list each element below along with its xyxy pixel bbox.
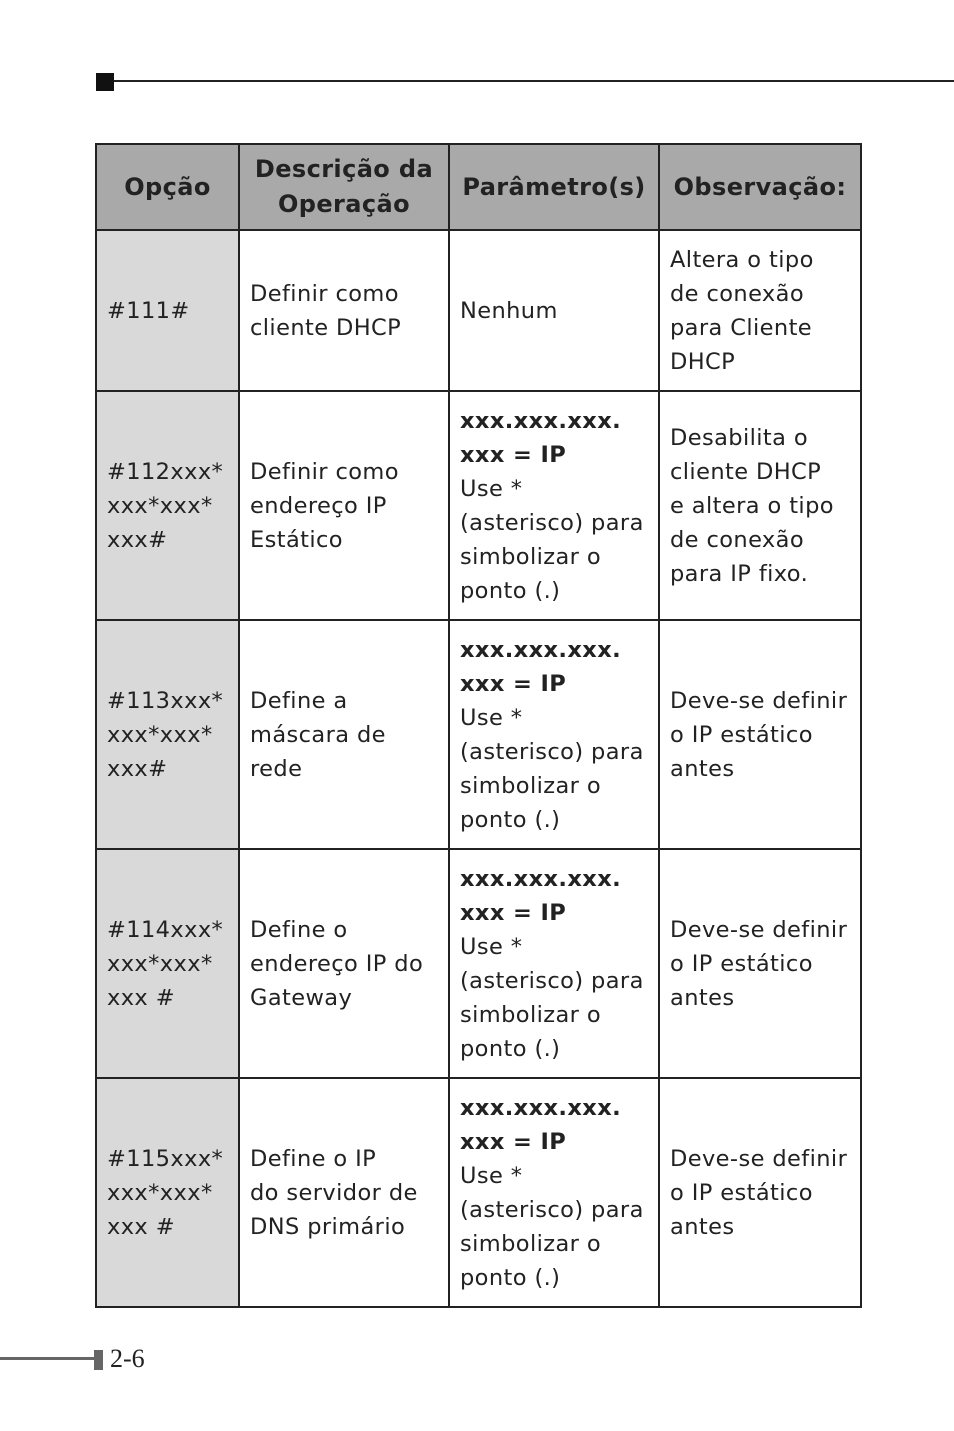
parameter-cell: [449, 391, 659, 620]
description-text: Define o endereço IP do Gateway: [250, 916, 424, 1011]
footer-rule: [0, 1357, 96, 1360]
option-cell: [96, 391, 239, 620]
parameter-cell: [449, 620, 659, 849]
parameter-format: xxx.xxx.xxx. xxx = IP: [460, 636, 622, 697]
header-parameters-label: Parâmetro(s): [462, 172, 646, 201]
option-cell: [96, 1078, 239, 1307]
note-text: Deve-se definir o IP estático antes: [670, 687, 848, 782]
note-cell: [659, 620, 861, 849]
table-row: [96, 620, 861, 849]
description-cell: [239, 230, 449, 391]
footer-marker: [94, 1350, 103, 1370]
parameter-cell: [449, 1078, 659, 1307]
operations-table: [95, 143, 862, 1308]
description-text: Definir como cliente DHCP: [250, 280, 402, 341]
description-cell: [239, 1078, 449, 1307]
header-parameters: [449, 144, 659, 230]
parameter-cell: [449, 230, 659, 391]
note-text: Deve-se definir o IP estático antes: [670, 916, 848, 1011]
note-text: Deve-se definir o IP estático antes: [670, 1145, 848, 1240]
note-cell: [659, 230, 861, 391]
option-cell: [96, 849, 239, 1078]
parameter-format: xxx.xxx.xxx. xxx = IP: [460, 1094, 622, 1155]
option-code: #111#: [107, 297, 190, 324]
option-code: #115xxx* xxx*xxx* xxx #: [107, 1145, 224, 1240]
header-option-label: Opção: [124, 172, 211, 201]
header-note-label: Observação:: [673, 172, 847, 201]
parameter-format: xxx.xxx.xxx. xxx = IP: [460, 865, 622, 926]
option-cell: [96, 620, 239, 849]
parameter-text: Use * (asterisco) para simbolizar o ponto (.): [460, 704, 644, 833]
table-row: [96, 1078, 861, 1307]
header-rule: [96, 80, 954, 82]
parameter-text: Use * (asterisco) para simbolizar o ponto (.): [460, 1162, 644, 1291]
description-cell: [239, 391, 449, 620]
header-square-marker: [96, 73, 114, 91]
page-number: 2-6: [110, 1344, 145, 1373]
description-text: Define a máscara de rede: [250, 687, 386, 782]
table-body: [96, 230, 861, 1307]
note-cell: [659, 849, 861, 1078]
note-text: Desabilita o cliente DHCP e altera o tipo de conexão para IP fixo.: [670, 424, 834, 587]
header-row: [96, 144, 861, 230]
parameter-text: Nenhum: [460, 297, 558, 324]
option-cell: [96, 230, 239, 391]
description-text: Definir como endereço IP Estático: [250, 458, 399, 553]
table-row: [96, 230, 861, 391]
note-cell: [659, 1078, 861, 1307]
option-code: #112xxx* xxx*xxx* xxx#: [107, 458, 224, 553]
description-cell: [239, 849, 449, 1078]
note-text: Altera o tipo de conexão para Cliente DHCP: [670, 246, 814, 375]
parameter-format: xxx.xxx.xxx. xxx = IP: [460, 407, 622, 468]
header-description-label: Descrição da Operação: [254, 155, 434, 218]
header-note: [659, 144, 861, 230]
parameter-text: Use * (asterisco) para simbolizar o ponto (.): [460, 475, 644, 604]
table-header: [96, 144, 861, 230]
note-cell: [659, 391, 861, 620]
option-code: #113xxx* xxx*xxx* xxx#: [107, 687, 224, 782]
header-option: [96, 144, 239, 230]
parameter-cell: [449, 849, 659, 1078]
option-code: #114xxx* xxx*xxx* xxx #: [107, 916, 224, 1011]
table-row: [96, 849, 861, 1078]
description-text: Define o IP do servidor de DNS primário: [250, 1145, 418, 1240]
description-cell: [239, 620, 449, 849]
header-description: [239, 144, 449, 230]
table-row: [96, 391, 861, 620]
parameter-text: Use * (asterisco) para simbolizar o ponto (.): [460, 933, 644, 1062]
